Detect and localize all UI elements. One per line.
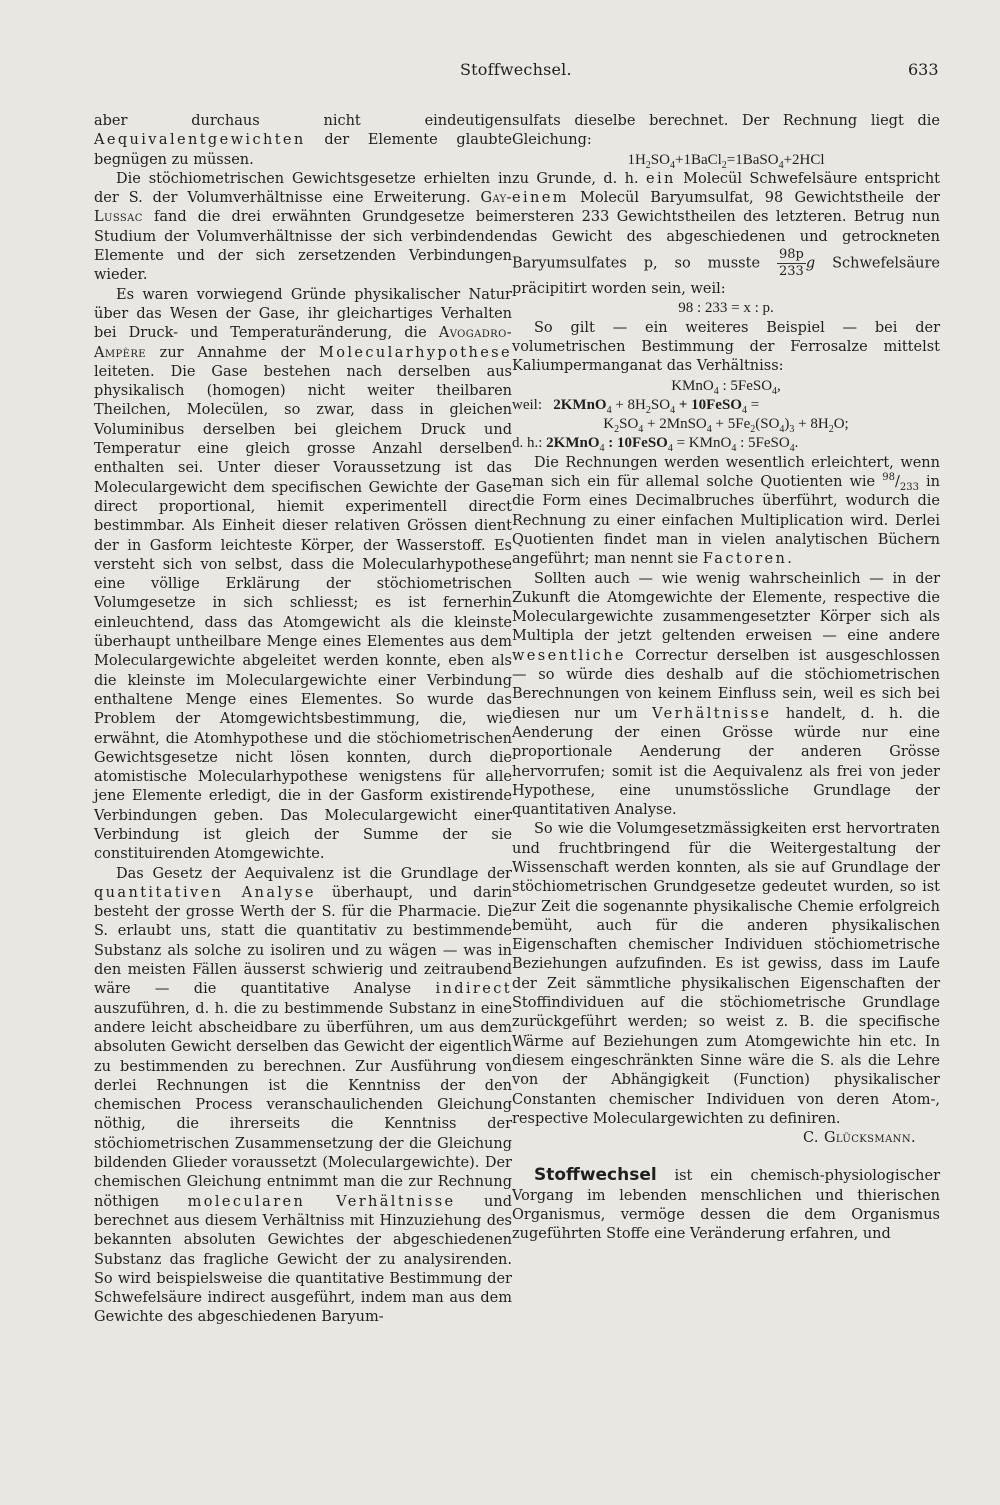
author-signature: C. Glücksmann. bbox=[802, 1130, 916, 1147]
paragraph: Die Rechnungen werden wesentlich erleichtert, wenn man sich ein für allemal solche Quotienten wie $^{98}/_{233}$ in die Form eines Decimalbruches überführt, wodurch die Rechnung zu einer einfachen Multiplication wird. Derlei Quotienten findet man in vielen analytischen Büchern angeführt; man nennt sie Factoren. bbox=[512, 454, 940, 568]
paragraph: sulfats dieselbe berechnet. Der Rechnung liegt die Gleichung: bbox=[512, 113, 940, 149]
paragraph: Das Gesetz der Aequivalenz ist die Grundlage der quantitativen Analyse überhaupt, und darin besteht der grosse Werth der S. für die Pharmacie. Die S. erlaubt uns, statt die quantitativ zu bestimmende Substanz als solche zu isoliren und zu wägen — was in den meisten Fällen äusserst schwierig und zeitraubend wäre — die quantitative Analyse indirect auszuführen, d. h. die zu bestimmende Substanz in eine andere leicht abscheidbare zu überführen, um aus dem absoluten Gewicht derselben das Gewicht der eigentlich zu bestimmenden zu berechnen. Zur Ausführung von derlei Rechnungen ist die Kenntniss der den chemischen Process veranschaulichenden Gleichung nöthig, die ihrerseits die Kenntniss der stöchiometrischen Zusammensetzung der die Gleichung bildenden Glieder voraussetzt (Moleculargewichte). Der chemischen Gleichung entnimmt man die zur Rechnung nöthigen molecularen Verhältnisse und berechnet aus diesem Verhältniss mit Hinzuziehung des bekannten absoluten Gewichtes der abgeschiedenen Substanz das fragliche Gewicht der zu analysirenden. So wird beispielsweise die quantitative Bestimmung der Schwefelsäure indirect ausgeführt, indem man aus dem Gewichte des abgeschiedenen Baryum- bbox=[94, 865, 512, 1326]
fraction: $\frac{98p}{233}$ bbox=[778, 247, 804, 280]
paragraph: zu Grunde, d. h. ein Molecül Schwefelsäure entspricht einem Molecül Baryumsulfat, 98 Gewichtstheile der ersteren 233 Gewichtstheilen des letzteren. Betrug nun das Gewicht des abgeschiedenen und getrockneten Baryumsulfates p, so musste $\frac{98p}{233}$ g Schwefelsäure präcipitirt worden sein, weil: bbox=[512, 170, 940, 298]
left-column bbox=[94, 112, 512, 1328]
page-number: 633 bbox=[908, 60, 939, 79]
reaction-products: $K_2SO_4$ + 2MnSO$_4$ + $5Fe_2(SO_4)_3 + 8H_2O$; bbox=[603, 416, 849, 436]
paragraph: So gilt — ein weiteres Beispiel — bei der volumetrischen Bestimmung der Ferrosalze mittelst Kaliumpermanganat das Verhältniss: bbox=[512, 319, 940, 375]
equation-barium-sulfate: $1H_2SO_4+1BaCl_2=1BaSO_4+2HCl$ bbox=[627, 151, 825, 171]
paragraph: Sollten auch — wie wenig wahrscheinlich — in der Zukunft die Atomgewichte der Elemente, respective die Moleculargewichte zusammengesetzter Körper sich als Multipla der jetzt geltenden erweisen — eine andere wesentliche Correctur derselben ist ausgeschlossen — so würde dies deshalb auf die stöchiometrischen Berechnungen von keinem Einfluss sein, weil es sich bei diesen nur um Verhältnisse handelt, d. h. die Aenderung der einen Grösse würde nur eine proportionale Aenderung der anderen Grösse hervorrufen; somit ist die Aequivalenz als frei von jeder Hypothese, eine unumstössliche Grundlage der quantitativen Analyse. bbox=[512, 570, 940, 819]
running-title: Stoffwechsel. bbox=[460, 60, 572, 79]
right-column bbox=[512, 112, 940, 1245]
paragraph: Es waren vorwiegend Gründe physikalischer Natur über das Wesen der Gase, ihr gleichartiges Verhalten bei Druck- und Temperaturänderung, die Avogadro-Ampère zur Annahme der Molecularhypothese leiteten. Die Gase bestehen nach derselben aus physikalisch (homogen) nicht weiter theilbaren Theilchen, Molecülen, so zwar, dass in gleichen Voluminibus derselben bei gleichem Druck und Temperatur eine gleich grosse Anzahl derselben enthalten sei. Unter dieser Voraussetzung ist das Moleculargewicht dem specifischen Gewichte der Gase direct proportional, hiemit experimentell direct bestimmbar. Als Einheit dieser relativen Grössen dient der in Gasform leichteste Körper, der Wasserstoff. Es versteht sich von selbst, dass die Molecularhypothese eine völlige Erklärung der stöchiometrischen Volumgesetze in sich schliesst; es ist fernerhin einleuchtend, dass das Atomgewicht als die kleinste überhaupt untheilbare Menge eines Elementes aus dem Moleculargewichte abgeleitet werden konnte, eben als die kleinste im Moleculargewichte einer Verbindung enthaltene Menge eines Elementes. So wurde das Problem der Atomgewichtsbestimmung, die, wie erwähnt, die Atomhypothese und die stöchiometrischen Gewichtsgesetze nicht lösen konnten, durch die atomistische Molecularhypothese wenigstens für alle jene Elemente erledigt, die in der Gasform existirende Verbindungen geben. Das Moleculargewicht einer Verbindung ist gleich der Summe der sie constituirenden Atomgewichte. bbox=[94, 286, 512, 863]
ratio-formula: KMnO$_4$ : 5FeSO$_4$, bbox=[671, 377, 781, 397]
reaction-equation: weil: 2KMnO$_4$ + $8H_2SO_4$ + 10FeSO$_4$ = bbox=[512, 396, 760, 416]
spacer bbox=[512, 1148, 940, 1166]
paragraph: aber durchaus nicht eindeutigen Aequivalentgewichten der Elemente glaubte begnügen zu müssen. bbox=[94, 113, 512, 168]
entry-start: Stoffwechsel ist ein chemisch-physiologischer Vorgang im lebenden menschlichen und thierischen Organismus, vermöge dessen die dem Organismus zugeführten Stoffe eine Veränderung erfahren, und bbox=[512, 1165, 940, 1243]
proportion: 98 : 233 = x : p. bbox=[678, 300, 774, 317]
paragraph: Die stöchiometrischen Gewichtsgesetze erhielten in der S. der Volumverhältnisse eine Erweiterung. Gay-Lussac fand die drei erwähnten Grundgesetze beim Studium der Volumverhältnisse der sich verbindenden Elemente und der sich zersetzenden Verbindungen wieder. bbox=[94, 170, 512, 284]
ratio-result: d. h.: 2KMnO$_4$ : 10FeSO$_4$ = KMnO$_4$ : 5FeSO$_4$. bbox=[512, 435, 799, 455]
headword: Stoffwechsel bbox=[534, 1165, 657, 1186]
paragraph: So wie die Volumgesetzmässigkeiten erst hervortraten und fruchtbringend für die Weitergestaltung der Wissenschaft werden konnten, als sie auf Grundlage der stöchiometrischen Grundgesetze gedeutet wurden, so ist zur Zeit die sogenannte physikalische Chemie erfolgreich bemüht, auch für die anderen physikalischen Eigenschaften chemischer Individuen stöchiometrische Beziehungen aufzufinden. Es ist gewiss, dass im Laufe der Zeit sämmtliche physikalischen Eigenschaften der Stoffindividuen auf die stöchiometrische Grundlage zurückgeführt werden; so weist z. B. die specifische Wärme auf Beziehungen zum Atomgewichte hin etc. In diesem eingeschränkten Sinne wäre die S. als die Lehre von der Abhängigkeit (Function) physikalischer Constanten chemischer Individuen von deren Atom-, respective Moleculargewichten zu definiren. bbox=[512, 821, 940, 1127]
